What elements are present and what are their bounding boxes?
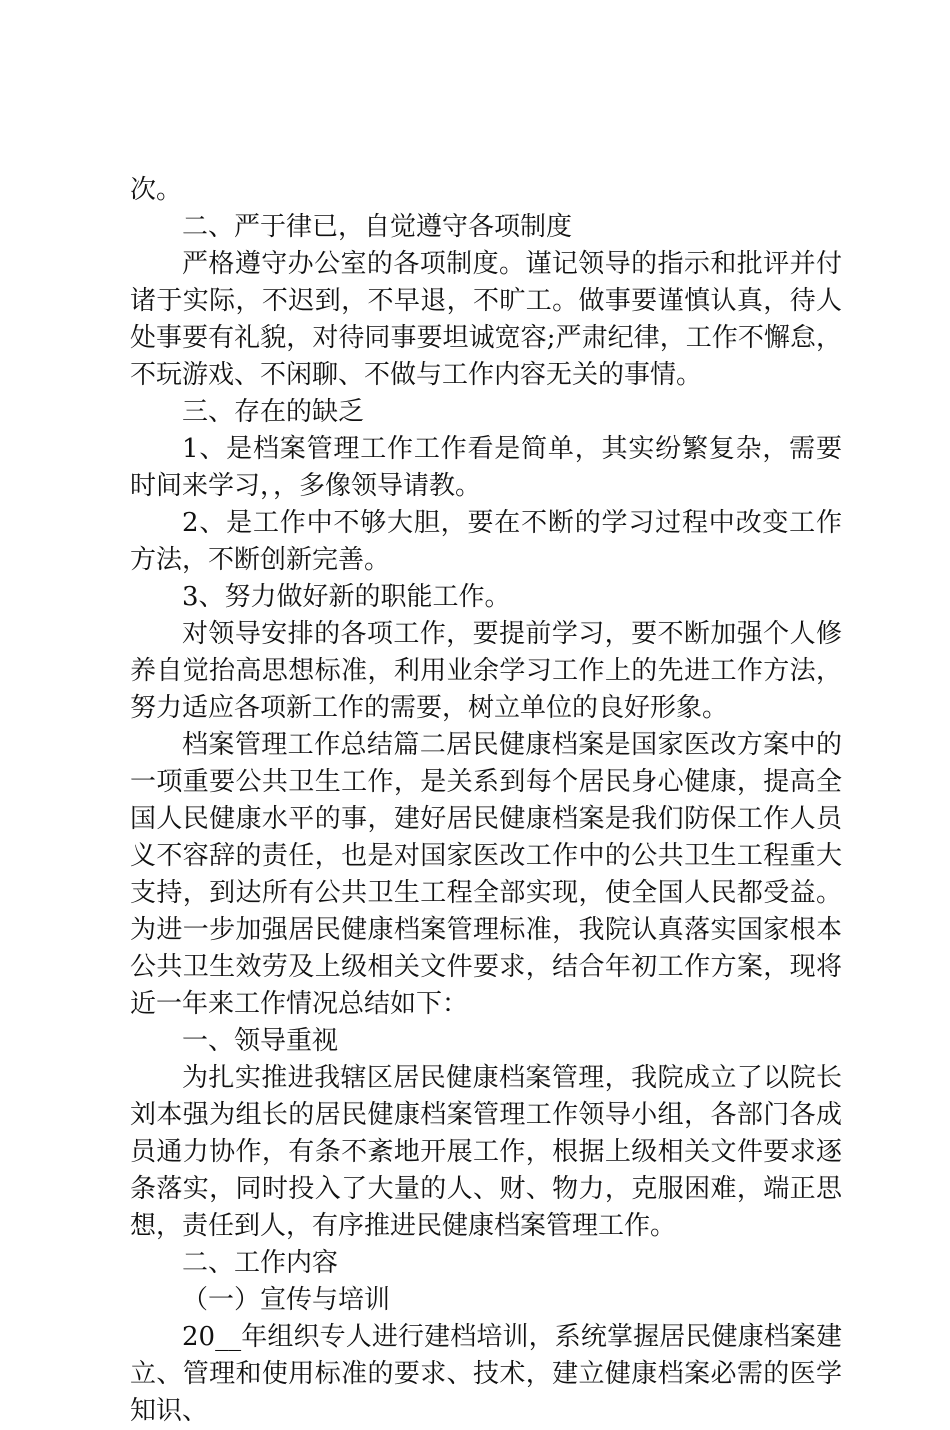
heading-publicity-training: （一）宣传与培训 xyxy=(182,1285,391,1315)
paragraph-leadership-group: 为扎实推进我辖区居民健康档案管理，我院成立了以院长刘本强为组长的居民健康档案管理工作领导小组，各部门各成员通力协作，有条不紊地开展工作，根据上级相关文件要求逐条落实，同时投入了大量的人、财、物力，克服困难，端正思想，责任到人，有序推进民健康档案管理工作。 xyxy=(130,1063,842,1241)
paragraph-summary-two-intro: 档案管理工作总结篇二居民健康档案是国家医改方案中的一项重要公共卫生工作，是关系到每个居民身心健康，提高全国人民健康水平的事，建好居民健康档案是我们防保工作人员义不容辞的责任，也是对国家医改工作中的公共卫生工程重大支持，到达所有公共卫生工程全部实现，使全国人民都受益。为进一步加强居民健康档案管理标准，我院认真落实国家根本公共卫生效劳及上级相关文件要求，结合年初工作方案，现将近一年来工作情况总结如下： xyxy=(130,730,842,1019)
paragraph-continuation: 次。 xyxy=(130,175,183,205)
heading-leadership-attention: 一、领导重视 xyxy=(182,1026,339,1056)
paragraph-training: 20__年组织专人进行建档培训，系统掌握居民健康档案建立、管理和使用标准的要求、技术，建立健康档案必需的医学知识、 xyxy=(130,1322,842,1426)
document-body xyxy=(130,172,842,1430)
list-item-2: 2、是工作中不够大胆，要在不断的学习过程中改变工作方法，不断创新完善。 xyxy=(130,508,842,575)
heading-strict-discipline: 二、严于律已，自觉遵守各项制度 xyxy=(182,212,573,242)
list-item-3: 3、努力做好新的职能工作。 xyxy=(182,582,511,612)
heading-shortcomings: 三、存在的缺乏 xyxy=(182,397,365,427)
paragraph-office-rules: 严格遵守办公室的各项制度。谨记领导的指示和批评并付诸于实际，不迟到，不早退，不旷工。做事要谨慎认真，待人处事要有礼貌，对待同事要坦诚宽容;严肃纪律，工作不懈怠，不玩游戏、不闲聊、不做与工作内容无关的事情。 xyxy=(130,249,842,390)
paragraph-leadership-tasks: 对领导安排的各项工作，要提前学习，要不断加强个人修养自觉抬高思想标准，利用业余学习工作上的先进工作方法，努力适应各项新工作的需要，树立单位的良好形象。 xyxy=(130,619,842,723)
heading-work-content: 二、工作内容 xyxy=(182,1248,339,1278)
list-item-1: 1、是档案管理工作工作看是简单，其实纷繁复杂，需要时间来学习，，多像领导请教。 xyxy=(130,434,842,501)
